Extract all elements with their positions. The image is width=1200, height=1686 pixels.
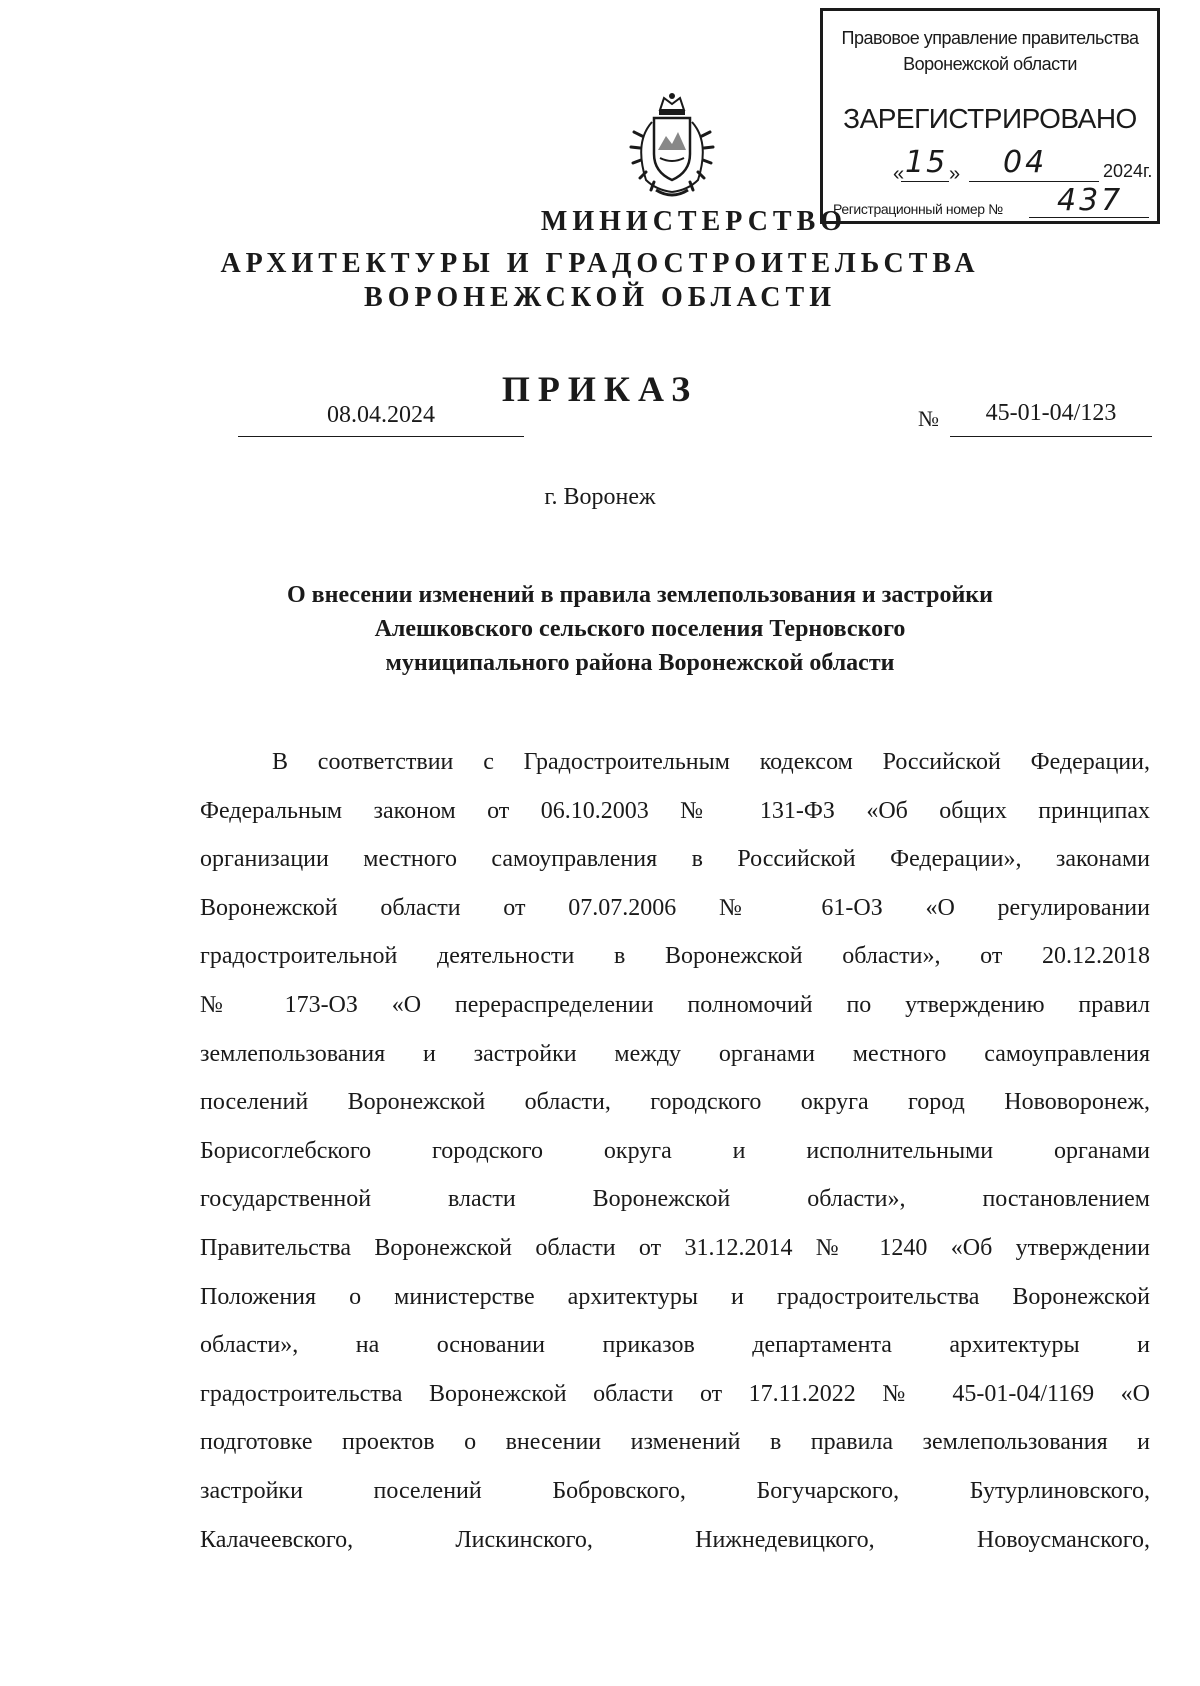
order-number: 45-01-04/123 (985, 400, 1117, 426)
stamp-day: 15 (905, 145, 948, 180)
stamp-month: 04 (1003, 145, 1048, 180)
body-line: Борисоглебского городского округа и исполнительными органами (200, 1137, 1150, 1164)
body-line: Воронежской области от 07.07.2006 № 61-ОЗ «О регулировании (200, 894, 1150, 921)
body-line: градостроительства Воронежской области от 17.11.2022 № 45-01-04/1169 «О (200, 1380, 1150, 1407)
body-line: № 173-ОЗ «О перераспределении полномочий по утверждению правил (200, 991, 1150, 1018)
body-line: Правительства Воронежской области от 31.12.2014 № 1240 «Об утверждении (200, 1234, 1150, 1261)
stamp-status: ЗАРЕГИСТРИРОВАНО (843, 103, 1137, 134)
body-line: застройки поселений Бобровского, Богучарского, Бутурлиновского, (200, 1477, 1150, 1504)
order-date-underline (238, 436, 524, 437)
document-type: ПРИКАЗ (501, 369, 699, 409)
body-line: градостроительной деятельности в Воронежской области», от 20.12.2018 (200, 943, 1150, 970)
stamp-year: 2024г. (1103, 161, 1153, 181)
stamp-reg-number: 437 (1057, 183, 1124, 218)
stamp-organization (823, 25, 1157, 77)
stamp-org-line-2: Воронежской области (903, 54, 1077, 74)
body-line: организации местного самоуправления в Российской Федерации», законами (200, 846, 1150, 873)
order-date: 08.04.2024 (327, 402, 435, 428)
subject-line-2: Алешковского сельского поселения Терновского (374, 616, 906, 642)
order-number-underline (950, 436, 1152, 437)
ministry-name-line-3: ВОРОНЕЖСКОЙ ОБЛАСТИ (364, 282, 836, 313)
stamp-org-line-1: Правовое управление правительства (841, 28, 1139, 48)
body-line: подготовке проектов о внесении изменений в правила землепользования и (200, 1429, 1150, 1456)
city: г. Воронеж (544, 484, 656, 510)
stamp-reg-label: Регистрационный номер № (833, 201, 1003, 217)
body-line: государственной власти Воронежской области», постановлением (200, 1186, 1150, 1213)
body-line: Калачеевского, Лискинского, Нижнедевицкого, Новоусманского, (200, 1526, 1150, 1553)
ministry-name-line-2: АРХИТЕКТУРЫ И ГРАДОСТРОИТЕЛЬСТВА (220, 248, 980, 279)
body-line: области», на основании приказов департамента архитектуры и (200, 1332, 1150, 1359)
body-line: Федеральным законом от 06.10.2003 № 131-ФЗ «Об общих принципах (200, 797, 1150, 824)
body-line: Положения о министерстве архитектуры и градостроительства Воронежской (200, 1283, 1150, 1310)
order-subject (200, 578, 1080, 680)
ministry-name-line-1: МИНИСТЕРСТВО (540, 206, 848, 237)
body-paragraph (200, 738, 1150, 1564)
body-line: В соответствии с Градостроительным кодексом Российской Федерации, (272, 749, 1150, 775)
subject-line-3: муниципального района Воронежской области (385, 650, 895, 676)
coat-of-arms-icon (626, 92, 718, 202)
subject-line-1: О внесении изменений в правила землепользования и застройки (287, 582, 993, 608)
body-line: поселений Воронежской области, городского округа город Нововоронеж, (200, 1089, 1150, 1116)
order-number-label: № (918, 406, 939, 431)
stamp-date: « 15 » 04 2024г. (893, 145, 1153, 185)
registration-stamp (820, 8, 1160, 224)
body-line: землепользования и застройки между органами местного самоуправления (200, 1040, 1150, 1067)
